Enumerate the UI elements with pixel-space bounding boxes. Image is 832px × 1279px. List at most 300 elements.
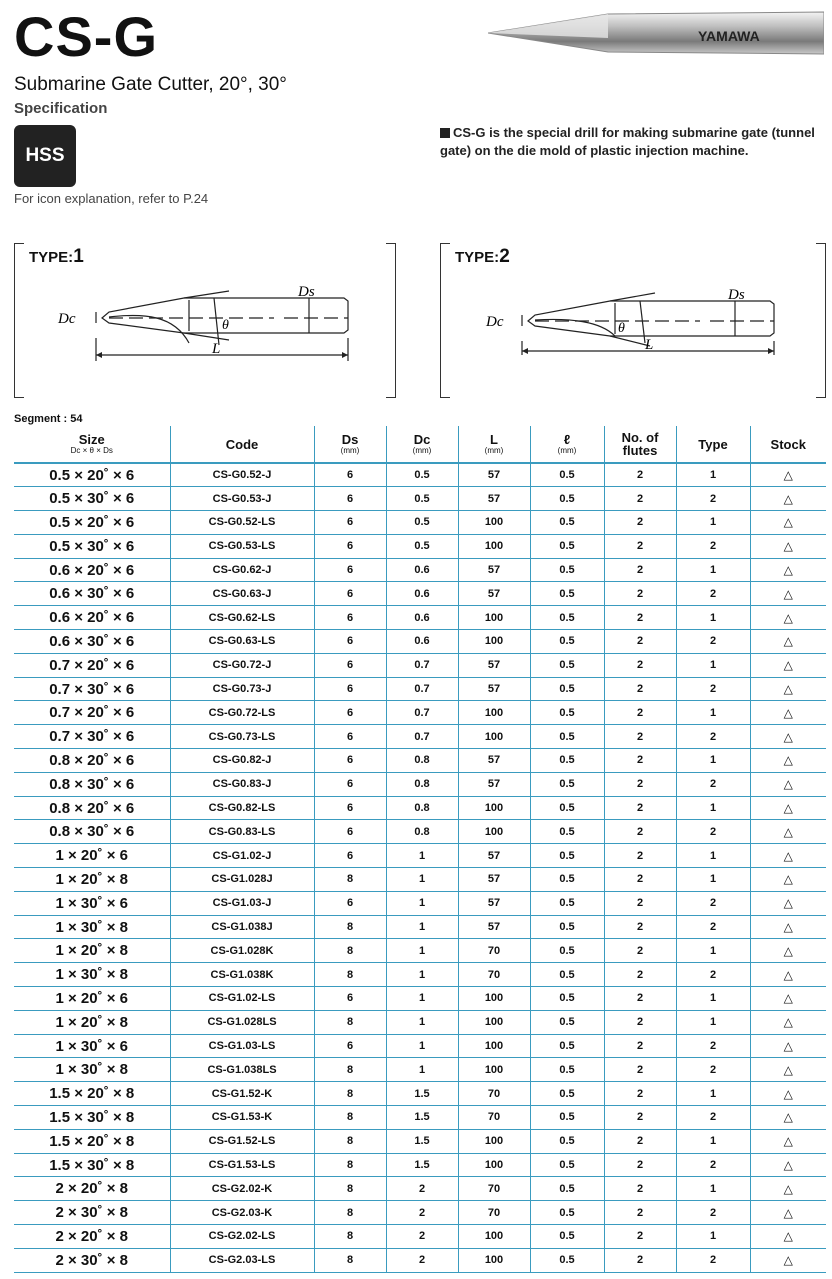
cell-ds: 8	[314, 915, 386, 939]
table-row	[14, 558, 826, 582]
table-row	[14, 1034, 826, 1058]
table-row	[14, 891, 826, 915]
cell-ds: 6	[314, 463, 386, 487]
table-row	[14, 1010, 826, 1034]
cell-code: CS-G0.83-J	[170, 772, 314, 796]
cell-stock: △	[750, 1010, 826, 1034]
table-row	[14, 701, 826, 725]
cell-dc: 1.5	[386, 1129, 458, 1153]
cell-code: CS-G1.52-LS	[170, 1129, 314, 1153]
cell-type: 2	[676, 1034, 750, 1058]
cell-ell: 0.5	[530, 701, 604, 725]
cell-ell: 0.5	[530, 630, 604, 654]
cell-stock: △	[750, 1034, 826, 1058]
cell-stock: △	[750, 511, 826, 535]
cell-ell: 0.5	[530, 725, 604, 749]
table-header-row	[14, 426, 826, 463]
cell-l: 100	[458, 511, 530, 535]
table-row	[14, 868, 826, 892]
cell-type: 2	[676, 915, 750, 939]
cell-ell: 0.5	[530, 463, 604, 487]
cell-type: 1	[676, 558, 750, 582]
cell-ds: 6	[314, 534, 386, 558]
bullet-square-icon	[440, 128, 450, 138]
cell-ell: 0.5	[530, 820, 604, 844]
cell-ell: 0.5	[530, 653, 604, 677]
specification-label: Specification	[14, 100, 108, 117]
cell-dc: 2	[386, 1177, 458, 1201]
cell-size: 0.8 × 30˚ × 6	[14, 820, 170, 844]
cell-l: 100	[458, 820, 530, 844]
cell-l: 100	[458, 1129, 530, 1153]
type-2-label: TYPE:2	[455, 246, 510, 267]
cell-flutes: 2	[604, 796, 676, 820]
cell-ds: 6	[314, 749, 386, 773]
cell-code: CS-G1.53-LS	[170, 1153, 314, 1177]
cell-ell: 0.5	[530, 987, 604, 1011]
cell-l: 100	[458, 1058, 530, 1082]
cell-flutes: 2	[604, 606, 676, 630]
cell-type: 1	[676, 1010, 750, 1034]
cell-flutes: 2	[604, 1010, 676, 1034]
cell-size: 2 × 30˚ × 8	[14, 1248, 170, 1272]
cell-flutes: 2	[604, 1201, 676, 1225]
table-row	[14, 1248, 826, 1272]
table-row	[14, 511, 826, 535]
cell-type: 1	[676, 1177, 750, 1201]
cell-stock: △	[750, 772, 826, 796]
cell-type: 2	[676, 534, 750, 558]
cell-size: 0.6 × 30˚ × 6	[14, 630, 170, 654]
cell-stock: △	[750, 820, 826, 844]
cell-ell: 0.5	[530, 749, 604, 773]
type-1-number: 1	[73, 246, 84, 267]
table-row	[14, 915, 826, 939]
cell-ell: 0.5	[530, 772, 604, 796]
cell-code: CS-G0.63-J	[170, 582, 314, 606]
cell-size: 1 × 30˚ × 8	[14, 963, 170, 987]
table-row	[14, 844, 826, 868]
cell-size: 1 × 20˚ × 6	[14, 987, 170, 1011]
cell-dc: 0.5	[386, 534, 458, 558]
cell-l: 70	[458, 939, 530, 963]
cell-type: 1	[676, 796, 750, 820]
cell-stock: △	[750, 606, 826, 630]
cell-l: 70	[458, 1106, 530, 1130]
cell-size: 1 × 30˚ × 6	[14, 1034, 170, 1058]
cell-size: 0.5 × 20˚ × 6	[14, 463, 170, 487]
cell-ell: 0.5	[530, 558, 604, 582]
cell-ell: 0.5	[530, 1153, 604, 1177]
type-2-dc-label: Dc	[486, 314, 504, 330]
cell-code: CS-G0.62-LS	[170, 606, 314, 630]
cell-dc: 0.5	[386, 463, 458, 487]
cell-ds: 6	[314, 582, 386, 606]
table-row	[14, 630, 826, 654]
cell-dc: 1	[386, 939, 458, 963]
cell-l: 100	[458, 1225, 530, 1249]
cell-l: 57	[458, 915, 530, 939]
cell-l: 100	[458, 725, 530, 749]
table-row	[14, 1129, 826, 1153]
cell-dc: 1	[386, 963, 458, 987]
cell-size: 1 × 20˚ × 8	[14, 868, 170, 892]
cell-l: 57	[458, 487, 530, 511]
cell-ell: 0.5	[530, 606, 604, 630]
cell-ell: 0.5	[530, 1129, 604, 1153]
cell-type: 1	[676, 701, 750, 725]
cell-type: 1	[676, 511, 750, 535]
cell-ds: 8	[314, 1153, 386, 1177]
header-ds: Ds (mm)	[314, 426, 386, 463]
cell-size: 0.8 × 20˚ × 6	[14, 796, 170, 820]
cell-size: 1.5 × 20˚ × 8	[14, 1082, 170, 1106]
cell-size: 1 × 20˚ × 6	[14, 844, 170, 868]
cell-flutes: 2	[604, 653, 676, 677]
cell-l: 57	[458, 677, 530, 701]
cell-size: 1 × 20˚ × 8	[14, 1010, 170, 1034]
cell-code: CS-G0.73-LS	[170, 725, 314, 749]
cell-dc: 0.6	[386, 558, 458, 582]
segment-label: Segment : 54	[14, 413, 83, 425]
cell-ell: 0.5	[530, 915, 604, 939]
cell-flutes: 2	[604, 987, 676, 1011]
cell-dc: 0.6	[386, 582, 458, 606]
cell-ell: 0.5	[530, 511, 604, 535]
cell-ell: 0.5	[530, 1177, 604, 1201]
cell-type: 2	[676, 630, 750, 654]
cell-dc: 0.6	[386, 606, 458, 630]
header-code: Code	[170, 426, 314, 463]
product-description	[440, 124, 825, 160]
cell-flutes: 2	[604, 1177, 676, 1201]
cell-l: 100	[458, 796, 530, 820]
cell-ell: 0.5	[530, 1058, 604, 1082]
cell-ds: 6	[314, 891, 386, 915]
cell-ell: 0.5	[530, 868, 604, 892]
cell-flutes: 2	[604, 1082, 676, 1106]
cell-code: CS-G0.72-J	[170, 653, 314, 677]
cell-stock: △	[750, 868, 826, 892]
cell-size: 0.5 × 30˚ × 6	[14, 534, 170, 558]
table-row	[14, 963, 826, 987]
cell-stock: △	[750, 558, 826, 582]
cell-ell: 0.5	[530, 1082, 604, 1106]
cell-ds: 6	[314, 677, 386, 701]
cell-l: 100	[458, 1010, 530, 1034]
cell-ds: 8	[314, 1129, 386, 1153]
cell-ds: 8	[314, 1058, 386, 1082]
cell-stock: △	[750, 487, 826, 511]
header-size: Size Dc × θ × Ds	[14, 426, 170, 463]
table-row	[14, 677, 826, 701]
cell-type: 1	[676, 653, 750, 677]
cell-flutes: 2	[604, 1225, 676, 1249]
cell-l: 57	[458, 558, 530, 582]
cell-stock: △	[750, 749, 826, 773]
cell-flutes: 2	[604, 749, 676, 773]
cell-flutes: 2	[604, 844, 676, 868]
cell-size: 0.5 × 30˚ × 6	[14, 487, 170, 511]
cell-size: 0.6 × 20˚ × 6	[14, 558, 170, 582]
cell-flutes: 2	[604, 868, 676, 892]
cell-code: CS-G0.82-J	[170, 749, 314, 773]
cell-ds: 6	[314, 725, 386, 749]
header-flutes: No. of flutes	[604, 426, 676, 463]
cell-code: CS-G1.028J	[170, 868, 314, 892]
cell-type: 2	[676, 820, 750, 844]
cell-l: 70	[458, 1201, 530, 1225]
cell-code: CS-G1.03-J	[170, 891, 314, 915]
cell-l: 70	[458, 963, 530, 987]
cell-code: CS-G0.52-LS	[170, 511, 314, 535]
cell-ell: 0.5	[530, 487, 604, 511]
table-row	[14, 1177, 826, 1201]
cell-dc: 0.8	[386, 796, 458, 820]
type-1-theta-label: θ	[222, 318, 229, 333]
cell-size: 0.6 × 20˚ × 6	[14, 606, 170, 630]
cell-ell: 0.5	[530, 1010, 604, 1034]
cell-stock: △	[750, 1153, 826, 1177]
cell-code: CS-G0.62-J	[170, 558, 314, 582]
cell-flutes: 2	[604, 511, 676, 535]
table-row	[14, 582, 826, 606]
cell-code: CS-G2.03-K	[170, 1201, 314, 1225]
cell-type: 2	[676, 1058, 750, 1082]
type-1-diagram	[14, 243, 396, 398]
cell-flutes: 2	[604, 1034, 676, 1058]
table-row	[14, 1082, 826, 1106]
cell-type: 1	[676, 987, 750, 1011]
cell-stock: △	[750, 630, 826, 654]
cell-type: 1	[676, 463, 750, 487]
cell-ds: 6	[314, 630, 386, 654]
type-1-l-label: L	[212, 341, 221, 357]
cell-dc: 0.7	[386, 701, 458, 725]
cell-dc: 0.5	[386, 487, 458, 511]
type-1-dc-label: Dc	[58, 311, 76, 327]
cell-type: 2	[676, 725, 750, 749]
cell-code: CS-G1.53-K	[170, 1106, 314, 1130]
type-1-drawing	[14, 243, 396, 398]
table-row	[14, 749, 826, 773]
cell-l: 57	[458, 868, 530, 892]
cell-size: 0.6 × 30˚ × 6	[14, 582, 170, 606]
cell-type: 1	[676, 1225, 750, 1249]
cell-size: 0.8 × 20˚ × 6	[14, 749, 170, 773]
cell-l: 100	[458, 1248, 530, 1272]
cell-code: CS-G0.53-J	[170, 487, 314, 511]
cell-dc: 1	[386, 915, 458, 939]
table-row	[14, 1225, 826, 1249]
type-1-ds-label: Ds	[298, 284, 315, 300]
cell-stock: △	[750, 1058, 826, 1082]
cell-dc: 0.7	[386, 677, 458, 701]
cell-dc: 1	[386, 891, 458, 915]
cell-ds: 6	[314, 987, 386, 1011]
tool-illustration	[488, 8, 824, 60]
cell-ds: 6	[314, 606, 386, 630]
cell-code: CS-G1.028LS	[170, 1010, 314, 1034]
cell-l: 100	[458, 701, 530, 725]
cell-stock: △	[750, 653, 826, 677]
cell-stock: △	[750, 1082, 826, 1106]
cell-ds: 6	[314, 820, 386, 844]
cell-dc: 2	[386, 1248, 458, 1272]
cell-stock: △	[750, 534, 826, 558]
cell-ell: 0.5	[530, 677, 604, 701]
cell-dc: 0.6	[386, 630, 458, 654]
type-1-label: TYPE:1	[29, 246, 84, 267]
hss-badge	[14, 125, 76, 187]
table-row	[14, 939, 826, 963]
tool-brand-text: YAMAWA	[698, 28, 760, 44]
cell-ds: 6	[314, 511, 386, 535]
cell-ell: 0.5	[530, 796, 604, 820]
cell-dc: 2	[386, 1201, 458, 1225]
hss-badge-label: HSS	[25, 145, 65, 166]
cell-size: 2 × 20˚ × 8	[14, 1177, 170, 1201]
cell-size: 1 × 30˚ × 8	[14, 915, 170, 939]
cell-flutes: 2	[604, 1129, 676, 1153]
cell-flutes: 2	[604, 915, 676, 939]
header-ell: ℓ (mm)	[530, 426, 604, 463]
cell-flutes: 2	[604, 963, 676, 987]
cell-flutes: 2	[604, 1153, 676, 1177]
cell-flutes: 2	[604, 677, 676, 701]
cell-dc: 1.5	[386, 1082, 458, 1106]
type-2-ds-label: Ds	[728, 287, 745, 303]
icon-note: For icon explanation, refer to P.24	[14, 191, 209, 206]
cell-type: 2	[676, 891, 750, 915]
cell-type: 2	[676, 1106, 750, 1130]
cell-stock: △	[750, 701, 826, 725]
cell-ds: 8	[314, 1225, 386, 1249]
cell-stock: △	[750, 1129, 826, 1153]
cell-code: CS-G0.73-J	[170, 677, 314, 701]
product-subtitle: Submarine Gate Cutter, 20°, 30°	[14, 74, 287, 95]
cell-dc: 1	[386, 844, 458, 868]
cell-type: 1	[676, 939, 750, 963]
cell-stock: △	[750, 1248, 826, 1272]
cell-code: CS-G1.02-J	[170, 844, 314, 868]
type-2-l-label: L	[645, 337, 654, 353]
cell-l: 100	[458, 606, 530, 630]
cell-ell: 0.5	[530, 1201, 604, 1225]
cell-stock: △	[750, 796, 826, 820]
cell-stock: △	[750, 963, 826, 987]
cell-ds: 8	[314, 1082, 386, 1106]
cell-size: 1 × 30˚ × 6	[14, 891, 170, 915]
cell-ell: 0.5	[530, 582, 604, 606]
cell-code: CS-G1.52-K	[170, 1082, 314, 1106]
cell-ds: 8	[314, 868, 386, 892]
cell-size: 0.7 × 30˚ × 6	[14, 677, 170, 701]
cell-code: CS-G2.03-LS	[170, 1248, 314, 1272]
cell-code: CS-G1.038J	[170, 915, 314, 939]
cell-size: 0.7 × 20˚ × 6	[14, 701, 170, 725]
type-2-drawing	[440, 243, 826, 398]
cell-code: CS-G1.02-LS	[170, 987, 314, 1011]
table-row	[14, 820, 826, 844]
cell-ds: 8	[314, 1248, 386, 1272]
spec-table	[14, 426, 826, 1273]
cell-flutes: 2	[604, 463, 676, 487]
cell-dc: 1	[386, 1010, 458, 1034]
cell-size: 1 × 20˚ × 8	[14, 939, 170, 963]
cell-l: 70	[458, 1177, 530, 1201]
cell-l: 57	[458, 749, 530, 773]
cell-l: 100	[458, 987, 530, 1011]
cell-ell: 0.5	[530, 1225, 604, 1249]
cell-ds: 8	[314, 1106, 386, 1130]
cell-stock: △	[750, 582, 826, 606]
cell-stock: △	[750, 891, 826, 915]
cell-type: 1	[676, 868, 750, 892]
cell-ds: 8	[314, 939, 386, 963]
cell-ell: 0.5	[530, 844, 604, 868]
cell-type: 2	[676, 1248, 750, 1272]
header-type: Type	[676, 426, 750, 463]
cell-dc: 0.8	[386, 749, 458, 773]
cell-stock: △	[750, 1225, 826, 1249]
cell-l: 57	[458, 582, 530, 606]
cell-dc: 0.8	[386, 772, 458, 796]
table-row	[14, 1201, 826, 1225]
cell-stock: △	[750, 1177, 826, 1201]
cell-dc: 0.8	[386, 820, 458, 844]
table-row	[14, 487, 826, 511]
cell-ds: 6	[314, 487, 386, 511]
cell-type: 2	[676, 487, 750, 511]
cell-dc: 0.7	[386, 653, 458, 677]
cell-size: 0.7 × 30˚ × 6	[14, 725, 170, 749]
cell-type: 1	[676, 1082, 750, 1106]
cell-l: 100	[458, 1034, 530, 1058]
cell-stock: △	[750, 1106, 826, 1130]
cell-ell: 0.5	[530, 1106, 604, 1130]
cell-flutes: 2	[604, 534, 676, 558]
table-row	[14, 534, 826, 558]
cell-flutes: 2	[604, 891, 676, 915]
cell-flutes: 2	[604, 1248, 676, 1272]
cell-ds: 8	[314, 1201, 386, 1225]
cell-dc: 0.5	[386, 511, 458, 535]
cell-dc: 1	[386, 987, 458, 1011]
cell-code: CS-G0.53-LS	[170, 534, 314, 558]
cell-ds: 8	[314, 1010, 386, 1034]
cell-size: 1.5 × 30˚ × 8	[14, 1153, 170, 1177]
cell-ds: 8	[314, 1177, 386, 1201]
cell-flutes: 2	[604, 725, 676, 749]
cell-ell: 0.5	[530, 963, 604, 987]
cell-flutes: 2	[604, 558, 676, 582]
cell-dc: 0.7	[386, 725, 458, 749]
cell-flutes: 2	[604, 772, 676, 796]
cell-stock: △	[750, 987, 826, 1011]
cell-dc: 1	[386, 1058, 458, 1082]
table-body	[14, 463, 826, 1272]
table-row	[14, 796, 826, 820]
cell-ds: 8	[314, 963, 386, 987]
table-row	[14, 987, 826, 1011]
table-row	[14, 1058, 826, 1082]
cell-l: 100	[458, 630, 530, 654]
cell-flutes: 2	[604, 1058, 676, 1082]
cell-type: 1	[676, 844, 750, 868]
cell-ell: 0.5	[530, 1034, 604, 1058]
cell-size: 1.5 × 30˚ × 8	[14, 1106, 170, 1130]
